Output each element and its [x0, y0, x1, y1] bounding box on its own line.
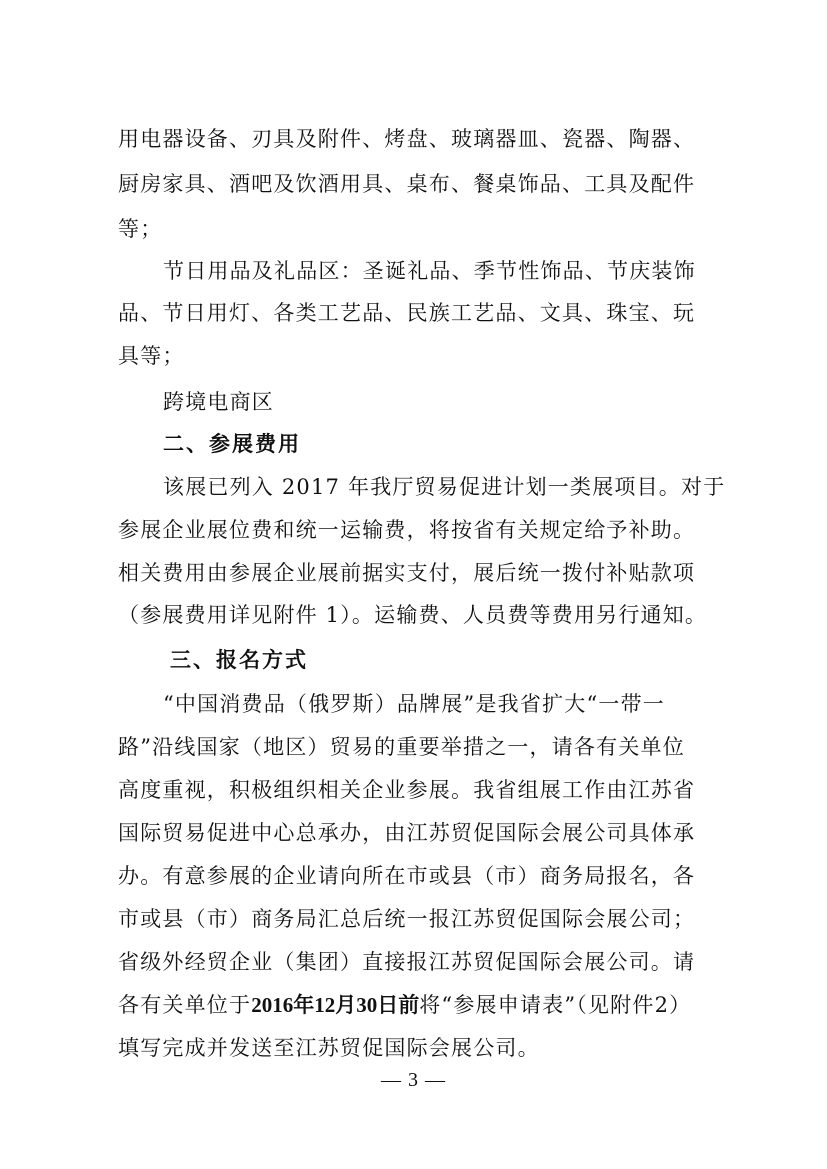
section-heading: 三、报名方式	[170, 647, 308, 672]
text-line: 品、节日用灯、各类工艺品、民族工艺品、文具、珠宝、玩	[118, 301, 696, 325]
text-line: 该展已列入 2017 年我厅贸易促进计划一类展项目。对于	[163, 475, 726, 499]
text-line: 参展企业展位费和统一运输费，将按省有关规定给予补助。	[118, 518, 696, 542]
text-line: 等；	[118, 217, 163, 241]
text-line: 跨境电商区	[163, 390, 274, 414]
section-heading: 二、参展费用	[163, 431, 301, 456]
text-line: 厨房家具、酒吧及饮酒用具、桌布、餐桌饰品、工具及配件	[118, 172, 696, 196]
text-line: “中国消费品（俄罗斯）品牌展”是我省扩大“一带一	[163, 692, 666, 716]
deadline-prefix: 各有关单位于	[118, 993, 252, 1017]
text-line: 节日用品及礼品区：圣诞礼品、季节性饰品、节庆装饰	[163, 259, 696, 283]
text-line: 路”沿线国家（地区）贸易的重要举措之一，请各有关单位	[118, 735, 685, 759]
text-line: （参展费用详见附件 1）。运输费、人员费等费用另行通知。	[118, 603, 708, 627]
text-line: 高度重视，积极组织相关企业参展。我省组展工作由江苏省	[118, 778, 696, 802]
text-line: 用电器设备、刃具及附件、烤盘、玻璃器皿、瓷器、陶器、	[118, 127, 696, 151]
page-number: — 3 —	[381, 1069, 446, 1091]
text-line: 市或县（市）商务局汇总后统一报江苏贸促国际会展公司；	[118, 907, 696, 931]
deadline-date: 2016年12月30日前	[251, 993, 420, 1017]
text-line: 省级外经贸企业（集团）直接报江苏贸促国际会展公司。请	[118, 950, 696, 974]
text-line: 相关费用由参展企业展前据实支付，展后统一拨付补贴款项	[118, 561, 696, 585]
text-line: 填写完成并发送至江苏贸促国际会展公司。	[118, 1036, 540, 1060]
text-line: 国际贸易促进中心总承办，由江苏贸促国际会展公司具体承	[118, 821, 696, 845]
text-line: 具等；	[118, 344, 185, 368]
deadline-line	[118, 990, 691, 1020]
text-line: 办。有意参展的企业请向所在市或县（市）商务局报名，各	[118, 864, 696, 888]
deadline-suffix: 将“参展申请表”（见附件2）	[419, 993, 692, 1017]
